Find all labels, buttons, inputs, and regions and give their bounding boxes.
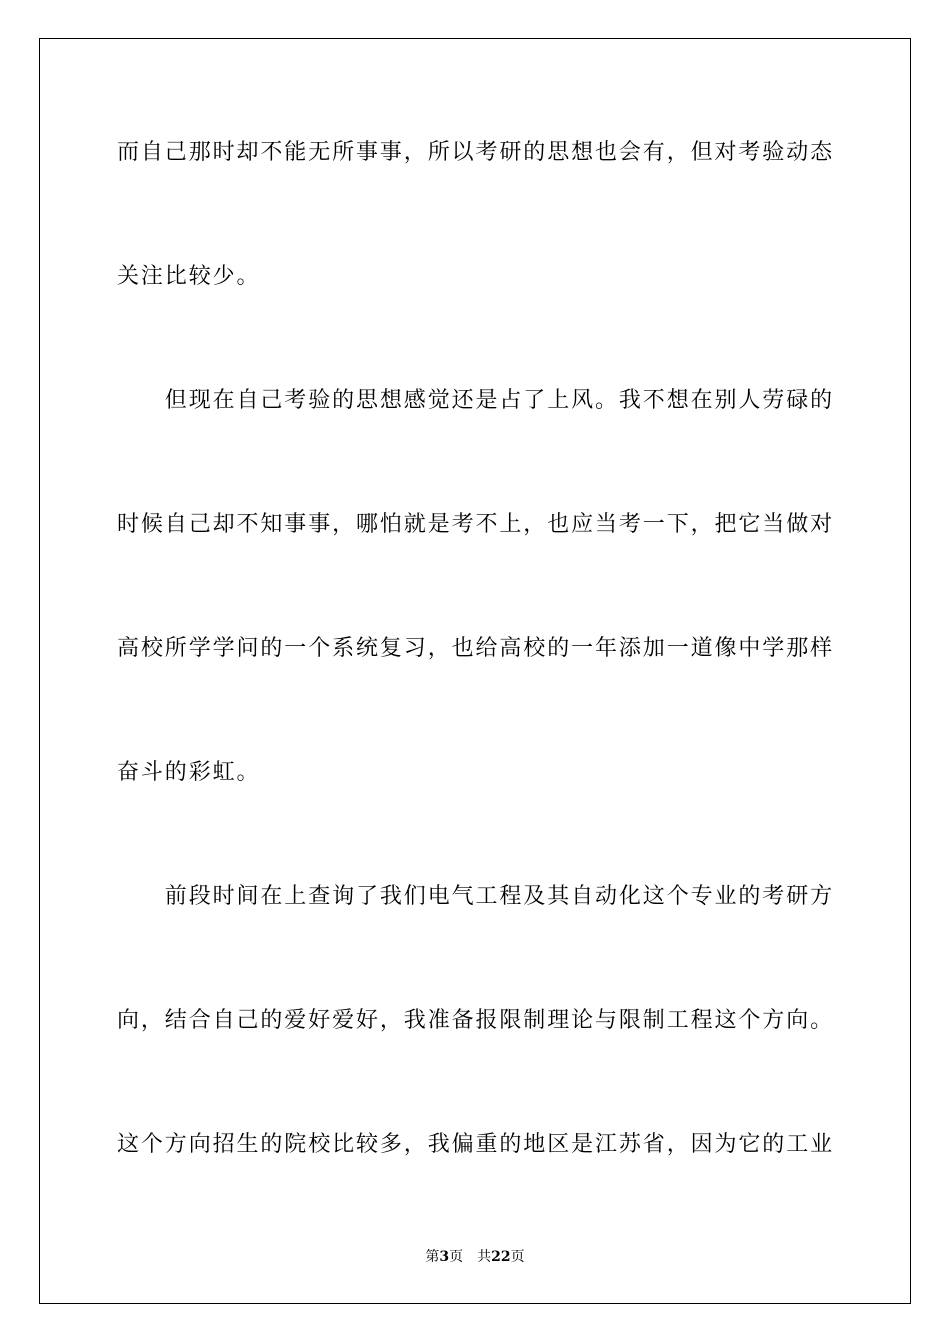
footer-total-prefix: 共 — [477, 1249, 492, 1265]
text-line-5: 高校所学学问的一个系统复习，也给高校的一年添加一道像中学那样 — [117, 636, 835, 661]
text-line-8: 向，结合自己的爱好爱好，我准备报限制理论与限制工程这个方向。 — [117, 1008, 835, 1033]
page-border — [39, 38, 911, 1304]
text-line-6: 奋斗的彩虹。 — [117, 760, 261, 785]
text-line-4: 时候自己却不知事事，哪怕就是考不上，也应当考一下，把它当做对 — [117, 512, 835, 537]
page-footer — [0, 1248, 950, 1266]
footer-page-prefix: 第 — [425, 1249, 440, 1265]
footer-total-pages: 22 — [491, 1249, 511, 1265]
footer-total-suffix: 页 — [510, 1249, 525, 1265]
footer-page-number: 3 — [439, 1249, 450, 1265]
text-line-2: 关注比较少。 — [117, 264, 261, 289]
text-line-7: 前段时间在上查询了我们电气工程及其自动化这个专业的考研方 — [117, 884, 835, 909]
footer-page-suffix: 页 — [449, 1249, 464, 1265]
text-line-1: 而自己那时却不能无所事事，所以考研的思想也会有，但对考验动态 — [117, 140, 835, 165]
text-line-3: 但现在自己考验的思想感觉还是占了上风。我不想在别人劳碌的 — [117, 388, 835, 413]
text-line-9: 这个方向招生的院校比较多，我偏重的地区是江苏省，因为它的工业 — [117, 1132, 835, 1157]
